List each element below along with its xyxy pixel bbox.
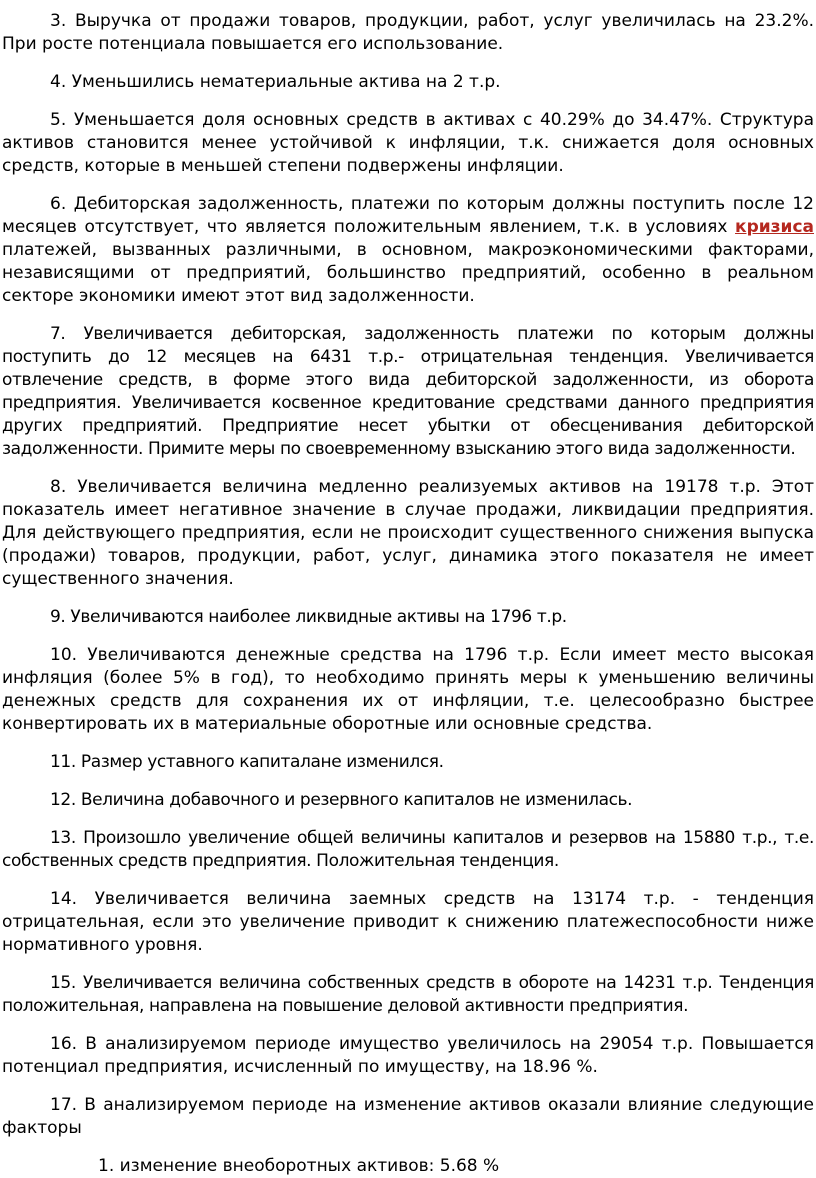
paragraph-17: 17. В анализируемом периоде на изменение активов оказали влияние следующие факторы xyxy=(2,1095,814,1138)
paragraph-8: 8. Увеличивается величина медленно реализуемых активов на 19178 т.р. Этот показатель имеет негативное значение в случае продажи, ликвидации предприятия. Для действующего предприятия, если не происходит существенного снижения выпуска (продажи) товаров, продукции, работ, услуг, динамика этого показателя не имеет существенного значения. xyxy=(2,477,814,589)
paragraph-5: 5. Уменьшается доля основных средств в активах с 40.29% до 34.47%. Структура активов становится менее устойчивой к инфляции, т.к. снижается доля основных средств, которые в меньшей степени подвержены инфляции. xyxy=(2,110,814,176)
paragraph-6-text-after: платежей, вызванных различными, в основном, макроэкономическими факторами, независящими от предприятий, большинство предприятий, особенно в реальном секторе экономики имеют этот вид задолженности. xyxy=(2,240,814,306)
paragraph-16: 16. В анализируемом периоде имущество увеличилось на 29054 т.р. Повышается потенциал предприятия, исчисленный по имуществу, на 18.96 %. xyxy=(2,1034,814,1077)
sub-item-1: 1. изменение внеоборотных активов: 5.68 % xyxy=(98,1156,500,1176)
paragraph-10: 10. Увеличиваются денежные средства на 1796 т.р. Если имеет место высокая инфляция (более 5% в год), то необходимо принять меры к уменьшению величины денежных средств для сохранения их от инфляции, т.е. целесообразно быстрее конвертировать их в материальные оборотные или основные средства. xyxy=(2,645,814,734)
paragraph-15: 15. Увеличивается величина собственных средств в обороте на 14231 т.р. Тенденция положительная, направлена на повышение деловой активности предприятия. xyxy=(2,973,814,1016)
paragraph-13: 13. Произошло увеличение общей величины капиталов и резервов на 15880 т.р., т.е. собственных средств предприятия. Положительная тенденция. xyxy=(2,828,814,871)
crisis-link[interactable]: кризиса xyxy=(735,217,814,237)
paragraph-7: 7. Увеличивается дебиторская, задолженность платежи по которым должны поступить до 12 месяцев на 6431 т.р.- отрицательная тенденция. Увеличивается отвлечение средств, в форме этого вида дебиторской задолженности, из оборота предприятия. Увеличивается косвенное кредитование средствами данного предприятия других предприятий. Предприятие несет убытки от обесценивания дебиторской задолженности. Примите меры по своевременному взысканию этого вида задолженности. xyxy=(2,324,814,459)
paragraph-12: 12. Величина добавочного и резервного капиталов не изменилась. xyxy=(50,790,633,810)
paragraph-9: 9. Увеличиваются наиболее ликвидные активы на 1796 т.р. xyxy=(50,607,567,627)
paragraph-11: 11. Размер уставного капиталане изменился. xyxy=(50,752,444,772)
paragraph-6 xyxy=(2,193,814,308)
paragraph-3: 3. Выручка от продажи товаров, продукции, работ, услуг увеличилась на 23.2%. При росте потенциала повышается его использование. xyxy=(2,11,814,54)
paragraph-4: 4. Уменьшились нематериальные актива на 2 т.р. xyxy=(50,72,501,92)
paragraph-14: 14. Увеличивается величина заемных средств на 13174 т.р. - тенденция отрицательная, если это увеличение приводит к снижению платежеспособности ниже нормативного уровня. xyxy=(2,889,814,955)
paragraph-6-text-before: 6. Дебиторская задолженность, платежи по которым должны поступить после 12 месяцев отсутствует, что является положительным явлением, т.к. в условиях xyxy=(2,194,814,237)
